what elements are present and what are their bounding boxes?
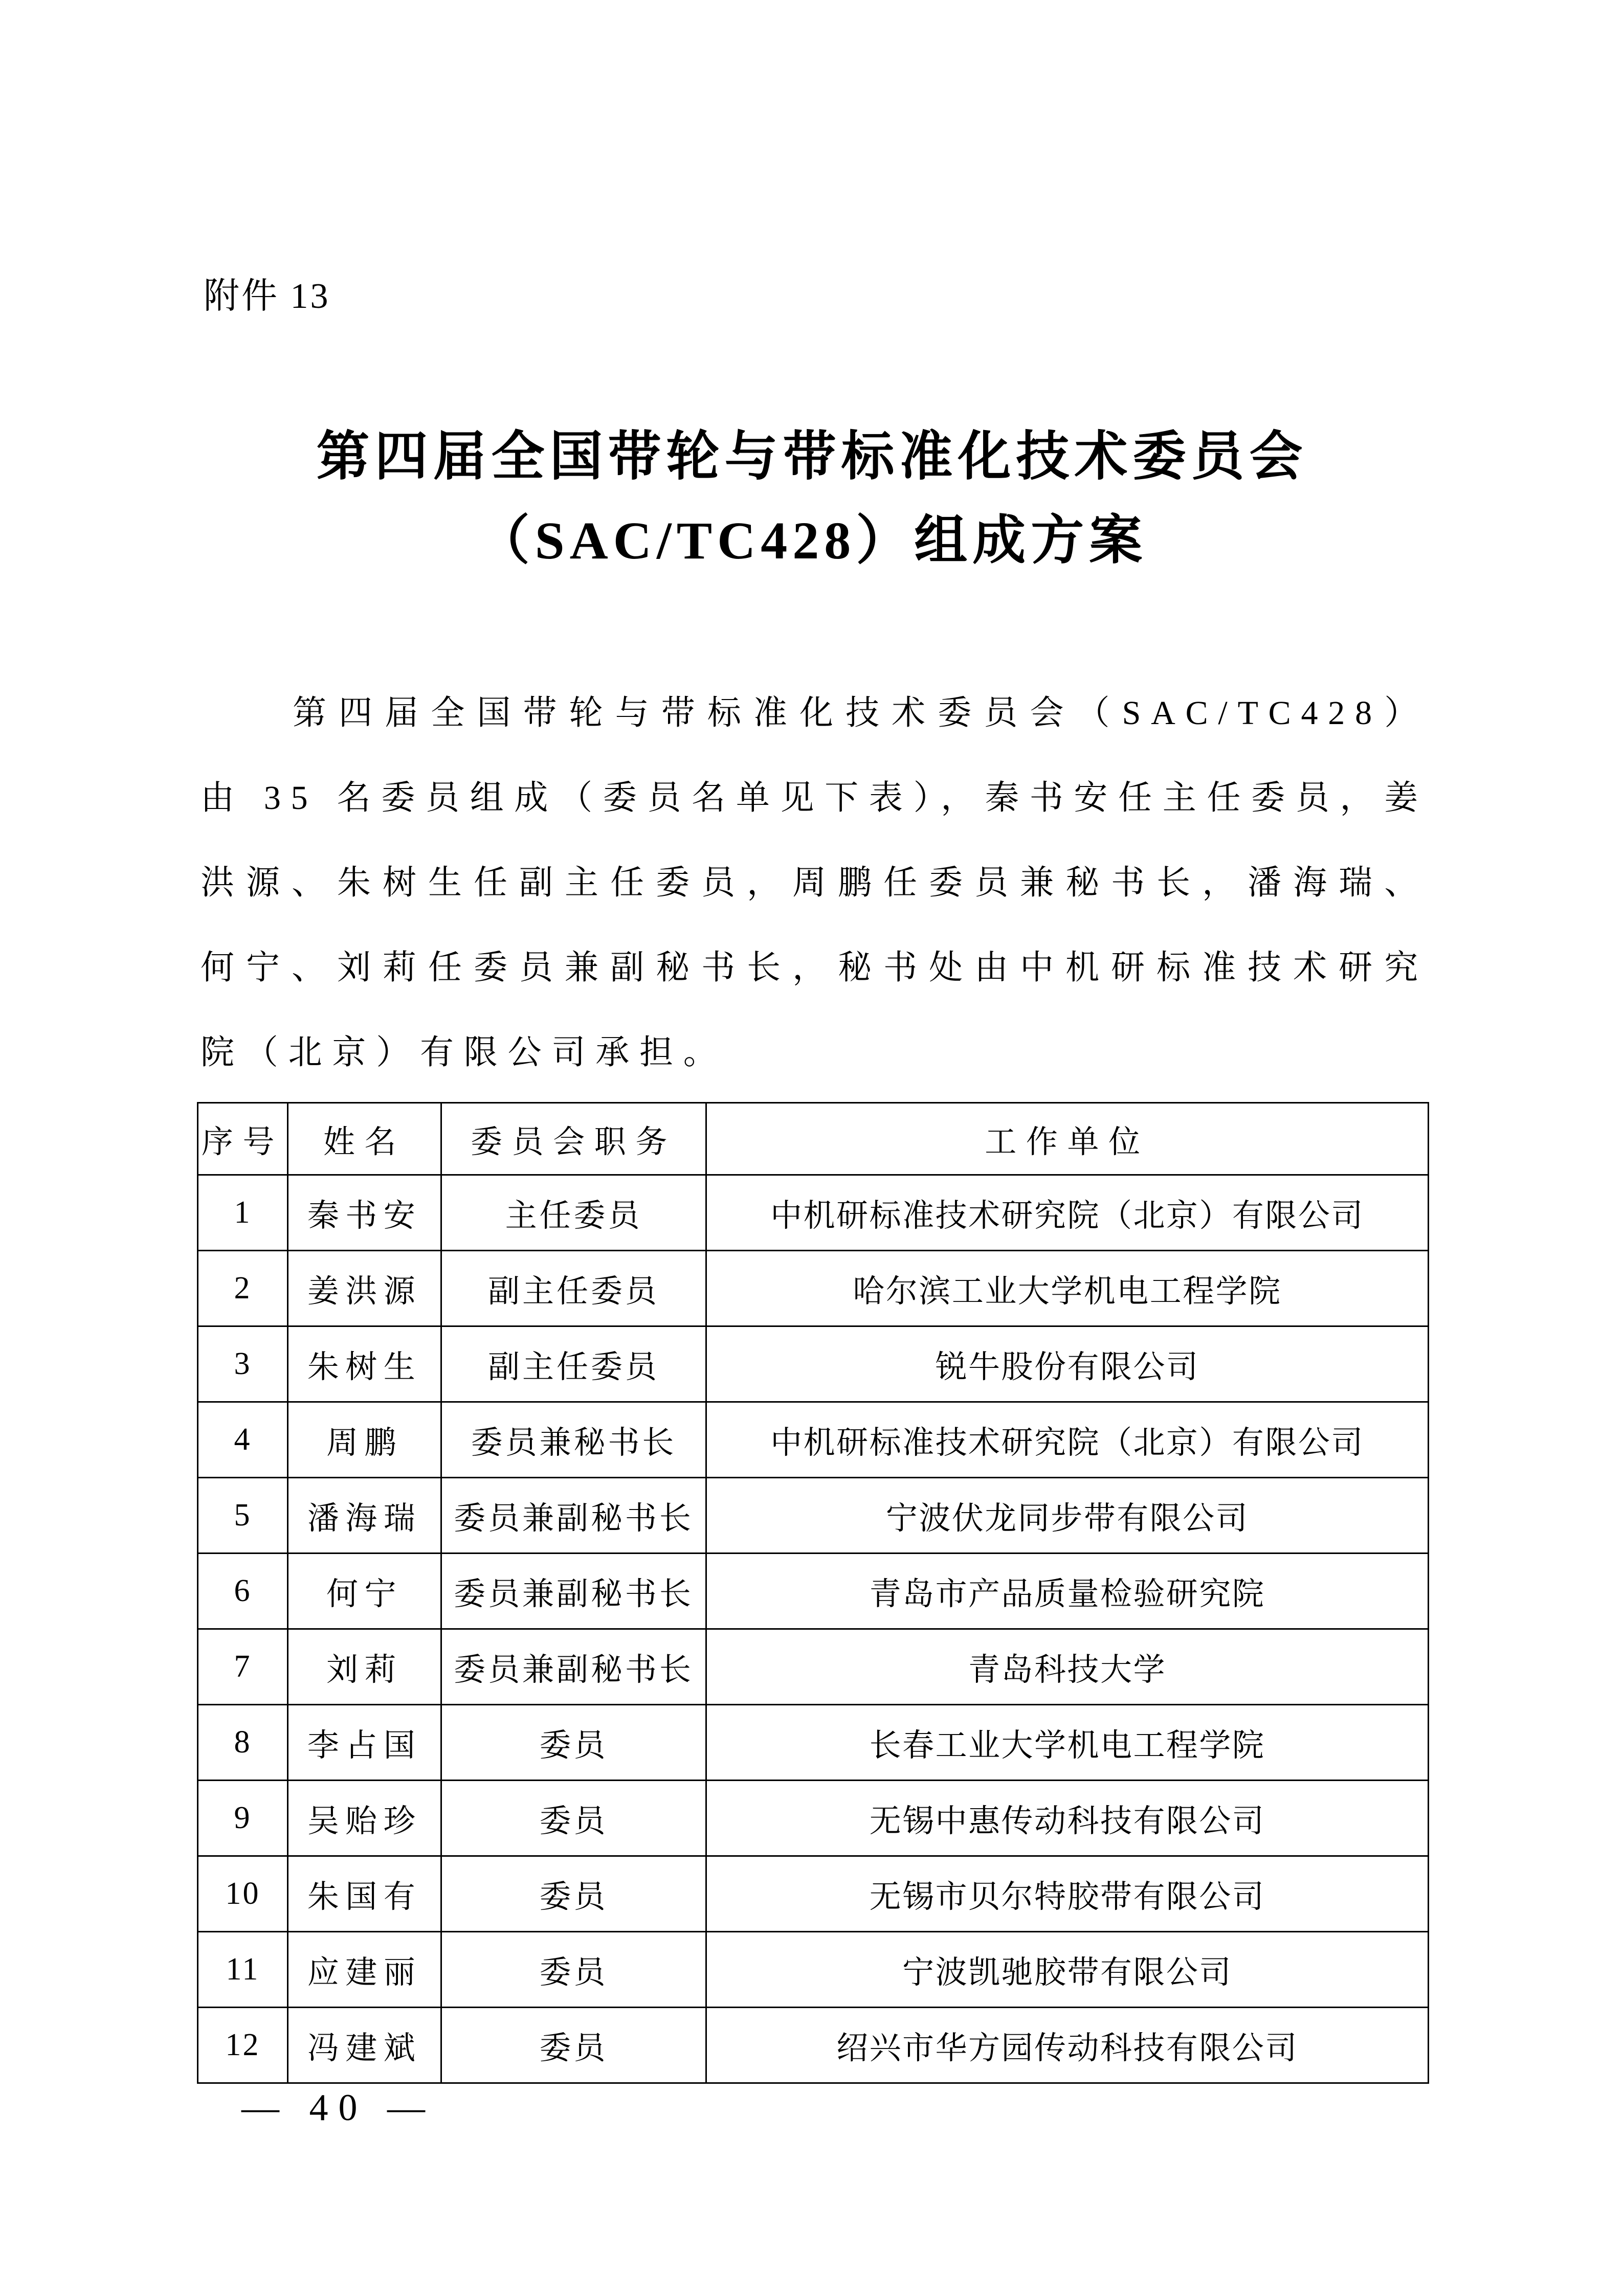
cell-unit: 绍兴市华方园传动科技有限公司: [706, 2008, 1429, 2083]
cell-position: 委员: [441, 2008, 706, 2083]
document-title-line2: （SAC/TC428）组成方案: [476, 511, 1148, 570]
cell-position: 委员兼副秘书长: [441, 1554, 706, 1629]
cell-position: 委员兼秘书长: [441, 1402, 706, 1478]
table-row: [198, 1478, 1429, 1554]
cell-name: 姜洪源: [288, 1251, 441, 1326]
cell-unit: 中机研标准技术研究院（北京）有限公司: [706, 1402, 1429, 1478]
table-row: [198, 1705, 1429, 1781]
cell-position: 委员: [441, 1856, 706, 1932]
cell-position: 委员兼副秘书长: [441, 1629, 706, 1705]
table-row: [198, 1251, 1429, 1326]
cell-seq: 6: [198, 1554, 288, 1629]
cell-name: 潘海瑞: [288, 1478, 441, 1554]
cell-unit: 宁波伏龙同步带有限公司: [706, 1478, 1429, 1554]
cell-seq: 2: [198, 1251, 288, 1326]
cell-name: 秦书安: [288, 1175, 441, 1251]
cell-seq: 7: [198, 1629, 288, 1705]
cell-name: 吴贻珍: [288, 1781, 441, 1856]
document-title: [0, 415, 1624, 583]
cell-unit: 长春工业大学机电工程学院: [706, 1705, 1429, 1781]
cell-unit: 锐牛股份有限公司: [706, 1326, 1429, 1402]
cell-seq: 5: [198, 1478, 288, 1554]
cell-unit: 哈尔滨工业大学机电工程学院: [706, 1251, 1429, 1326]
cell-position: 委员兼副秘书长: [441, 1478, 706, 1554]
table-row: [198, 1175, 1429, 1251]
header-position: 委员会职务: [441, 1103, 706, 1175]
cell-seq: 9: [198, 1781, 288, 1856]
cell-position: 委员: [441, 1932, 706, 2008]
cell-name: 朱树生: [288, 1326, 441, 1402]
cell-unit: 无锡中惠传动科技有限公司: [706, 1781, 1429, 1856]
document-title-line1: 第四届全国带轮与带标准化技术委员会: [316, 427, 1308, 486]
cell-name: 朱国有: [288, 1856, 441, 1932]
table-row: [198, 1781, 1429, 1856]
cell-position: 副主任委员: [441, 1251, 706, 1326]
committee-table: [197, 1102, 1429, 2084]
cell-seq: 1: [198, 1175, 288, 1251]
cell-unit: 宁波凯驰胶带有限公司: [706, 1932, 1429, 2008]
cell-unit: 青岛科技大学: [706, 1629, 1429, 1705]
cell-position: 委员: [441, 1781, 706, 1856]
cell-seq: 4: [198, 1402, 288, 1478]
cell-unit: 青岛市产品质量检验研究院: [706, 1554, 1429, 1629]
cell-seq: 11: [198, 1932, 288, 2008]
cell-name: 何宁: [288, 1554, 441, 1629]
header-seq: 序号: [198, 1103, 288, 1175]
cell-unit: 无锡市贝尔特胶带有限公司: [706, 1856, 1429, 1932]
cell-name: 周鹏: [288, 1402, 441, 1478]
table-header-row: [198, 1103, 1429, 1175]
cell-seq: 3: [198, 1326, 288, 1402]
cell-name: 刘莉: [288, 1629, 441, 1705]
cell-seq: 10: [198, 1856, 288, 1932]
page-number: — 40 —: [241, 2087, 435, 2129]
table-row: [198, 1554, 1429, 1629]
table-row: [198, 2008, 1429, 2083]
attachment-label: 附件 13: [204, 277, 330, 316]
header-unit: 工作单位: [706, 1103, 1429, 1175]
cell-position: 委员: [441, 1705, 706, 1781]
table-row: [198, 1932, 1429, 2008]
header-name: 姓名: [288, 1103, 441, 1175]
table-row: [198, 1629, 1429, 1705]
cell-name: 冯建斌: [288, 2008, 441, 2083]
table-row: [198, 1856, 1429, 1932]
body-paragraph: 第四届全国带轮与带标准化技术委员会（SAC/TC428）由 35 名委员组成（委员名单见下表），秦书安任主任委员，姜洪源、朱树生任副主任委员，周鹏任委员兼秘书长，潘海瑞、何宁、刘莉任委员兼副秘书长，秘书处由中机研标准技术研究院（北京）有限公司承担。: [201, 694, 1428, 1071]
table-row: [198, 1326, 1429, 1402]
cell-position: 主任委员: [441, 1175, 706, 1251]
table-row: [198, 1402, 1429, 1478]
cell-position: 副主任委员: [441, 1326, 706, 1402]
cell-seq: 8: [198, 1705, 288, 1781]
cell-name: 李占国: [288, 1705, 441, 1781]
cell-name: 应建丽: [288, 1932, 441, 2008]
cell-unit: 中机研标准技术研究院（北京）有限公司: [706, 1175, 1429, 1251]
cell-seq: 12: [198, 2008, 288, 2083]
